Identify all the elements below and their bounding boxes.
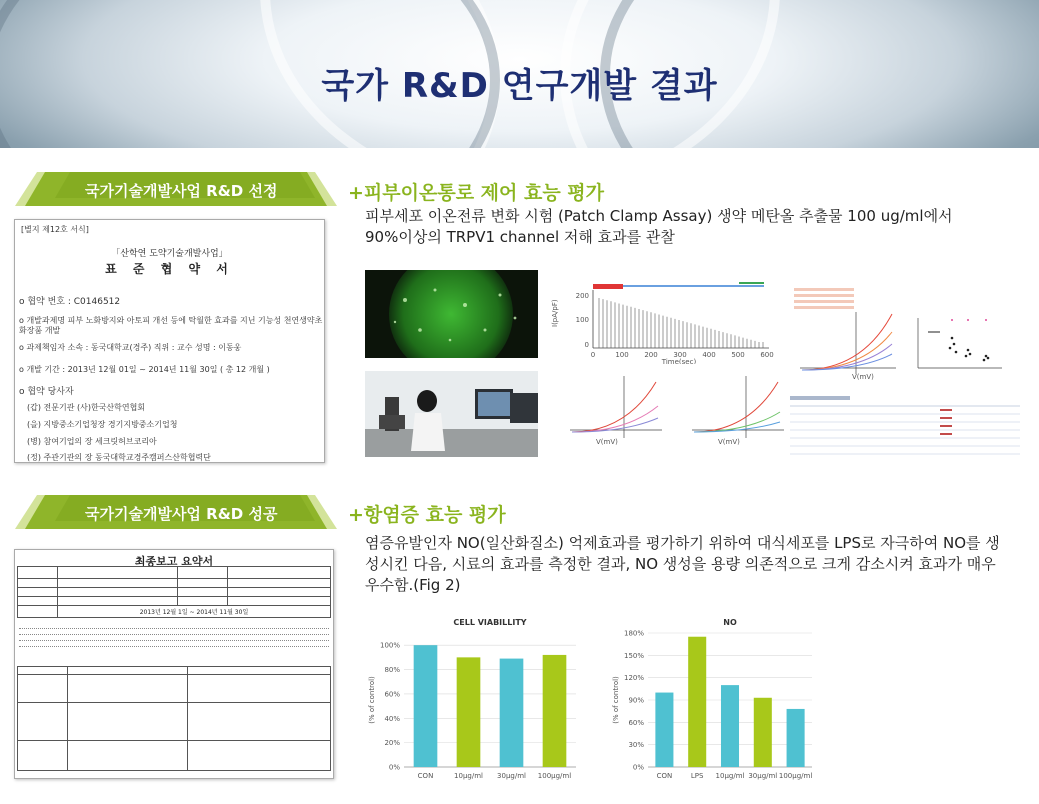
section-heading-ion-channel: +피부이온통로 제어 효능 평가 bbox=[348, 182, 605, 204]
no-production-chart bbox=[610, 615, 820, 789]
y-tick-label: 80% bbox=[384, 666, 400, 675]
report-title: 최종보고 요약서 bbox=[134, 555, 214, 568]
bar bbox=[787, 709, 805, 767]
agreement-title: 표 준 협 약 서 bbox=[105, 262, 234, 276]
y-tick-label: 0% bbox=[632, 763, 644, 772]
page-title: 국가 R&D 연구개발 결과 bbox=[321, 66, 718, 106]
chart-ylabel: (% of control) bbox=[368, 676, 376, 724]
report-period: 2013년 12월 1일 ~ 2014년 11월 30일 bbox=[58, 606, 331, 618]
x-tick-label: 100μg/ml bbox=[778, 772, 813, 780]
y-tick-label: 0% bbox=[388, 763, 400, 772]
chart-ylabel: (% of control) bbox=[612, 676, 620, 724]
bar bbox=[414, 645, 438, 767]
y-tick-label: 60% bbox=[628, 718, 644, 727]
y-tick-label: 30% bbox=[628, 741, 644, 750]
report-info-table bbox=[17, 566, 331, 618]
agreement-row: o 개발과제명 피부 노화방지와 아토피 개선 등에 탁월한 효과를 지닌 기능성 천연생약초 화장품 개발 bbox=[19, 316, 323, 335]
agreement-row: o 개발 기간 : 2013년 12월 01일 ~ 2014년 11월 30일 ( 총 12 개월 ) bbox=[19, 365, 270, 374]
patch-xtick: 0 bbox=[590, 351, 596, 359]
section-description-ion-channel: 피부세포 이온전류 변화 시험 (Patch Clamp Assay) 생약 메탄올 추출물 100 ug/ml에서 90%이상의 TRPV1 channel 저해 효과를 관찰 bbox=[365, 207, 953, 246]
cell-viability-svg bbox=[366, 615, 584, 789]
statistics-table bbox=[790, 392, 1020, 460]
patch-xlabel: Time(sec) bbox=[661, 358, 697, 364]
x-tick-label: 30μg/ml bbox=[748, 772, 778, 780]
iv-xlabel: V(mV) bbox=[718, 438, 740, 446]
y-tick-label: 20% bbox=[384, 739, 400, 748]
hero-banner bbox=[0, 0, 1039, 148]
y-tick-label: 60% bbox=[384, 690, 400, 699]
agreement-row: (을) 지방중소기업청장 경기지방중소기업청 bbox=[27, 420, 178, 429]
iv-xlabel: V(mV) bbox=[596, 438, 618, 446]
section-tab-label: 국가기술개발사업 R&D 성공 bbox=[85, 505, 278, 523]
patch-clamp-svg bbox=[549, 280, 774, 364]
chart-title: NO bbox=[723, 618, 737, 627]
agreement-row: o 협약 당사자 bbox=[19, 387, 74, 397]
iv-multiline-chart bbox=[792, 284, 902, 380]
agreement-subtitle: 「산학연 도약기술개발사업」 bbox=[111, 249, 228, 259]
agreement-row: o 협약 번호 : C0146512 bbox=[19, 297, 121, 307]
patch-ytick: 0 bbox=[584, 341, 589, 349]
bar bbox=[543, 655, 567, 767]
microscope-image bbox=[365, 270, 538, 358]
chart-title: CELL VIABILLITY bbox=[453, 618, 527, 627]
bar bbox=[754, 698, 772, 767]
y-tick-label: 90% bbox=[628, 696, 644, 705]
patch-ylabel: I(pA/pF) bbox=[551, 299, 559, 327]
y-tick-label: 150% bbox=[623, 651, 644, 660]
bar bbox=[655, 693, 673, 767]
form-number: [별지 제12호 서식] bbox=[21, 225, 89, 234]
x-tick-label: CON bbox=[417, 772, 434, 780]
patch-xtick: 400 bbox=[702, 351, 716, 359]
scatter-summary-chart bbox=[912, 314, 1004, 386]
x-tick-label: LPS bbox=[690, 772, 704, 780]
patch-xtick: 500 bbox=[731, 351, 745, 359]
bar bbox=[721, 685, 739, 767]
section-heading-anti-inflammation: +항염증 효능 평가 bbox=[348, 504, 506, 526]
x-tick-label: 30μg/ml bbox=[497, 772, 526, 780]
patch-xtick: 600 bbox=[760, 351, 774, 359]
x-tick-label: 10μg/ml bbox=[454, 772, 483, 780]
iv-curve-chart-2 bbox=[688, 372, 788, 446]
agreement-row: (갑) 전문기관 (사)한국산학연협회 bbox=[27, 403, 146, 412]
researcher-photo bbox=[365, 371, 538, 457]
patch-xtick: 100 bbox=[615, 351, 629, 359]
iv-curve-chart-1 bbox=[566, 372, 666, 446]
x-tick-label: CON bbox=[656, 772, 673, 780]
section-tab-label: 국가기술개발사업 R&D 선정 bbox=[85, 182, 278, 200]
patch-ytick: 200 bbox=[575, 292, 589, 300]
report-results-table bbox=[17, 666, 331, 771]
report-summary-text bbox=[19, 626, 329, 647]
y-tick-label: 100% bbox=[379, 641, 400, 650]
iv-xlabel: V(mV) bbox=[852, 373, 874, 380]
section-tab-selection bbox=[15, 172, 337, 206]
x-tick-label: 100μg/ml bbox=[537, 772, 572, 780]
section-description-anti-inflammation: 염증유발인자 NO(일산화질소) 억제효과를 평가하기 위하여 대식세포를 LPS로 자극하여 NO를 생성시킨 다음, 시료의 효과를 측정한 결과, NO 생성을 용량 의존적으로 크게 감소시켜 효과가 매우 우수함.(Fig 2) bbox=[365, 534, 1000, 594]
agreement-row: (병) 참여기업의 장 세크릿허브코리아 bbox=[27, 437, 157, 446]
bar bbox=[457, 657, 481, 767]
y-tick-label: 120% bbox=[623, 674, 644, 683]
patch-clamp-timecourse-chart bbox=[549, 280, 774, 364]
y-tick-label: 180% bbox=[623, 629, 644, 638]
y-tick-label: 40% bbox=[384, 714, 400, 723]
agreement-document bbox=[14, 219, 325, 463]
patch-ytick: 100 bbox=[575, 316, 589, 324]
final-report-document bbox=[14, 549, 334, 779]
agreement-row: o 과제책임자 소속 : 동국대학교(경주) 직위 : 교수 성명 : 이동웅 bbox=[19, 343, 242, 352]
patch-xtick: 200 bbox=[644, 351, 658, 359]
x-tick-label: 10μg/ml bbox=[715, 772, 745, 780]
agreement-row: (정) 주관기관의 장 동국대학교경주캠퍼스산학협력단 bbox=[27, 453, 211, 462]
no-production-svg bbox=[610, 615, 820, 789]
patch-xtick: 300 bbox=[673, 351, 687, 359]
cell-viability-chart bbox=[366, 615, 584, 789]
section-tab-success bbox=[15, 495, 337, 529]
bar bbox=[688, 637, 706, 767]
bar bbox=[500, 659, 524, 767]
